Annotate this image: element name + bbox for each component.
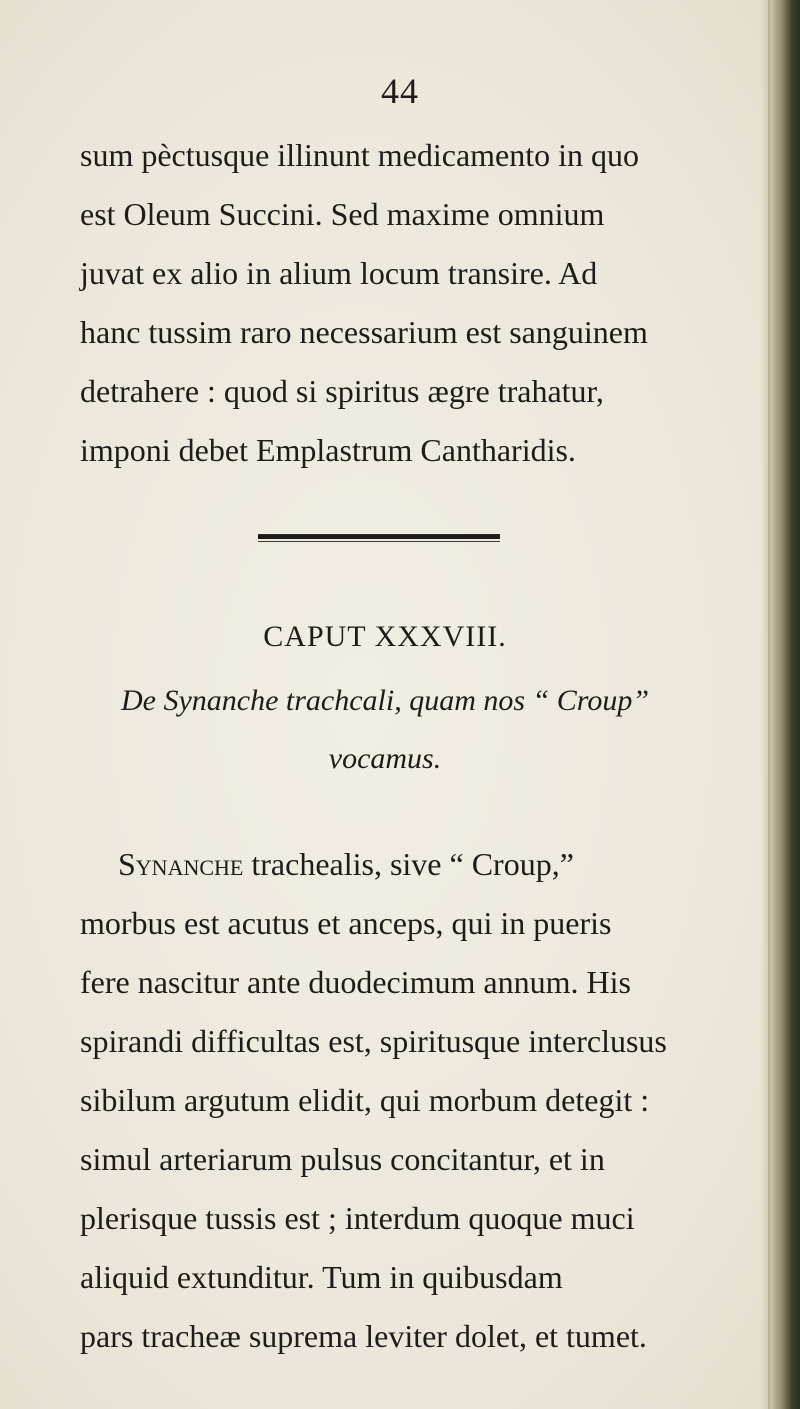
text-line: juvat ex alio in alium locum transire. Ad <box>80 255 598 291</box>
text-line: aliquid extunditur. Tum in quibusdam <box>80 1259 563 1295</box>
section-divider-thin <box>258 541 500 542</box>
text-line: hanc tussim raro necessarium est sanguinem <box>80 314 648 350</box>
text-line: sibilum argutum elidit, qui morbum detegit : <box>80 1082 650 1118</box>
section-divider <box>258 534 500 539</box>
first-word: Synanche <box>118 846 244 882</box>
body-first-line <box>118 846 574 883</box>
text-line: detrahere : quod si spiritus ægre trahatur, <box>80 373 604 409</box>
chapter-heading: CAPUT XXXVIII. <box>263 620 507 653</box>
text-line: spirandi difficultas est, spiritusque interclusus <box>80 1023 667 1059</box>
text-line: fere nascitur ante duodecimum annum. His <box>80 964 631 1000</box>
chapter-subtitle-line: De Synanche trachcali, quam nos “ Croup” <box>120 684 650 717</box>
text-line: sum pèctusque illinunt medicamento in quo <box>80 137 640 173</box>
text-line: morbus est acutus et anceps, qui in pueris <box>80 905 612 941</box>
page-number: 44 <box>381 71 419 111</box>
chapter-subtitle-line: vocamus. <box>328 742 442 775</box>
text-line: simul arteriarum pulsus concitantur, et in <box>80 1141 605 1177</box>
first-line-rest: trachealis, sive “ Croup,” <box>243 846 574 882</box>
text-line: est Oleum Succini. Sed maxime omnium <box>80 196 605 232</box>
text-line: imponi debet Emplastrum Cantharidis. <box>80 432 576 468</box>
text-line: plerisque tussis est ; interdum quoque muci <box>80 1200 635 1236</box>
text-line: pars tracheæ suprema leviter dolet, et tumet. <box>80 1318 647 1354</box>
